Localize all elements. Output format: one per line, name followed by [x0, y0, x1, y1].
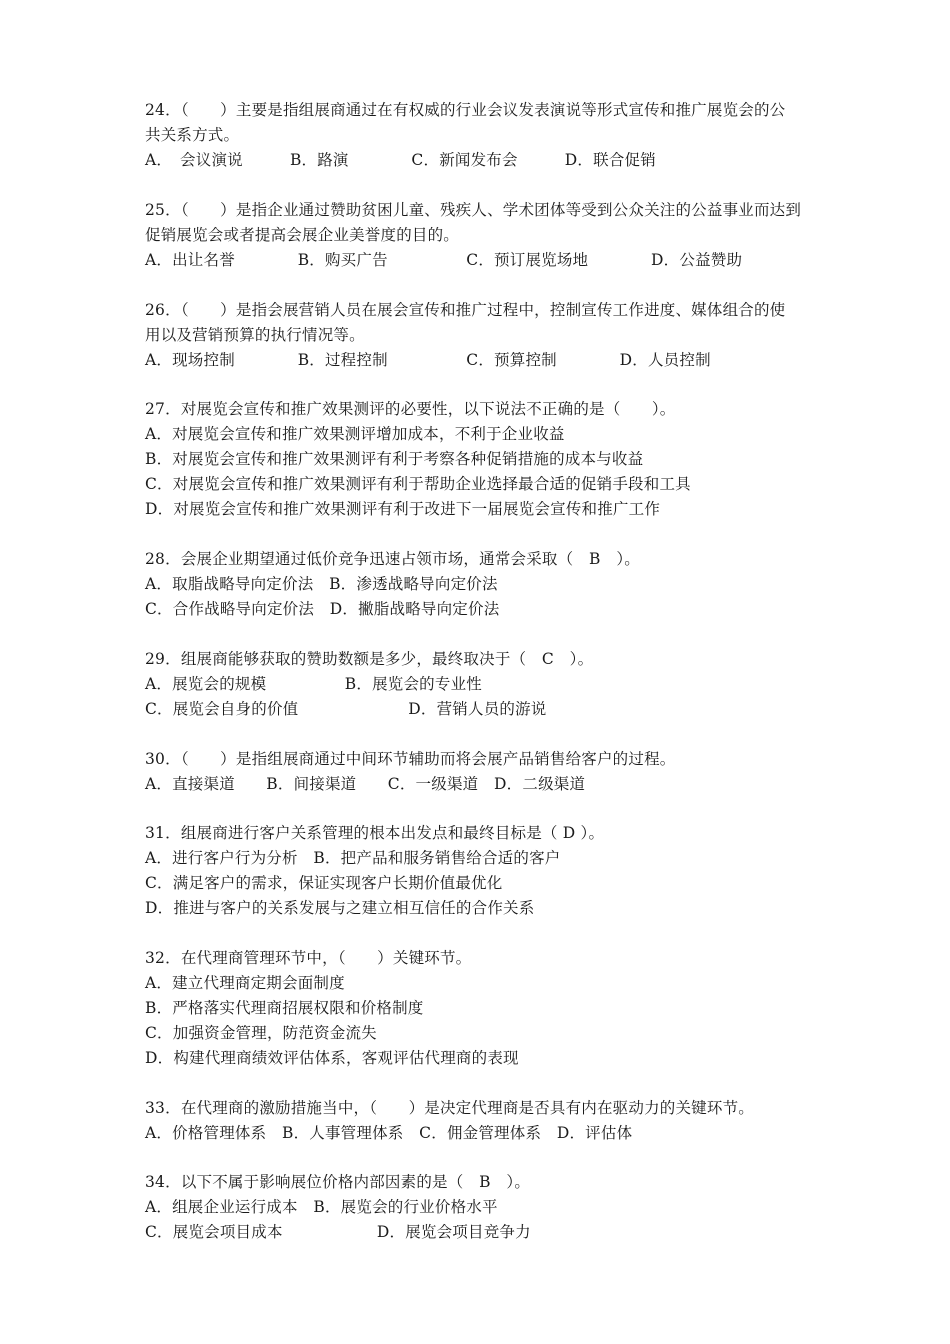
options-line: C．展览会自身的价值 D．营销人员的游说	[145, 700, 547, 718]
options-line: A．价格管理体系 B．人事管理体系 C．佣金管理体系 D．评估体	[145, 1124, 633, 1142]
options-line: C．展览会项目成本 D．展览会项目竞争力	[145, 1223, 531, 1241]
question-text: 33．在代理商的激励措施当中，（ ）是决定代理商是否具有内在驱动力的关键环节。	[145, 1099, 754, 1117]
question-33	[145, 1096, 845, 1146]
question-text: 28．会展企业期望通过低价竞争迅速占领市场，通常会采取（ B ）。	[145, 550, 640, 568]
question-text: 25．（ ）是指企业通过赞助贫困儿童、残疾人、学术团体等受到公众关注的公益事业而达到	[145, 201, 802, 219]
question-text: 32．在代理商管理环节中，（ ）关键环节。	[145, 949, 472, 967]
question-32	[145, 946, 845, 1071]
option-d: D．构建代理商绩效评估体系，客观评估代理商的表现	[145, 1049, 519, 1067]
options-line: A．取脂战略导向定价法 B．渗透战略导向定价法	[145, 575, 498, 593]
question-text: 用以及营销预算的执行情况等。	[145, 326, 365, 344]
question-text: 促销展览会或者提高会展企业美誉度的目的。	[145, 226, 460, 244]
options-line: A．直接渠道 B．间接渠道 C．一级渠道 D．二级渠道	[145, 775, 586, 793]
question-text: 30．（ ）是指组展商通过中间环节辅助而将会展产品销售给客户的过程。	[145, 750, 676, 768]
option-a: A．对展览会宣传和推广效果测评增加成本，不利于企业收益	[145, 425, 565, 443]
option-d: D．对展览会宣传和推广效果测评有利于改进下一届展览会宣传和推广工作	[145, 500, 661, 518]
question-25	[145, 198, 845, 273]
question-text: 共关系方式。	[145, 126, 240, 144]
question-29	[145, 647, 845, 722]
options-line: A． 会议演说 B．路演 C．新闻发布会 D．联合促销	[145, 151, 656, 169]
options-line: A．出让名誉 B．购买广告 C．预订展览场地 D．公益赞助	[145, 251, 743, 269]
option-c: C．满足客户的需求，保证实现客户长期价值最优化	[145, 874, 503, 892]
question-text: 31．组展商进行客户关系管理的根本出发点和最终目标是（ D ）。	[145, 824, 605, 842]
question-text: 26．（ ）是指会展营销人员在展会宣传和推广过程中，控制宣传工作进度、媒体组合的使	[145, 301, 786, 319]
question-text: 29．组展商能够获取的赞助数额是多少，最终取决于（ C ）。	[145, 650, 594, 668]
question-text: 27．对展览会宣传和推广效果测评的必要性，以下说法不正确的是（ ）。	[145, 400, 676, 418]
options-line: A．现场控制 B．过程控制 C．预算控制 D．人员控制	[145, 351, 711, 369]
question-text: 24．（ ）主要是指组展商通过在有权威的行业会议发表演说等形式宣传和推广展览会的公	[145, 101, 786, 119]
options-line: A．进行客户行为分析 B．把产品和服务销售给合适的客户	[145, 849, 561, 867]
option-b: B．严格落实代理商招展权限和价格制度	[145, 999, 424, 1017]
options-line: C．合作战略导向定价法 D．撇脂战略导向定价法	[145, 600, 500, 618]
option-d: D．推进与客户的关系发展与之建立相互信任的合作关系	[145, 899, 535, 917]
question-30	[145, 747, 845, 797]
option-b: B．对展览会宣传和推广效果测评有利于考察各种促销措施的成本与收益	[145, 450, 644, 468]
options-line: A．展览会的规模 B．展览会的专业性	[145, 675, 482, 693]
question-31	[145, 821, 845, 921]
option-c: C．加强资金管理，防范资金流失	[145, 1024, 377, 1042]
question-28	[145, 547, 845, 622]
option-c: C．对展览会宣传和推广效果测评有利于帮助企业选择最合适的促销手段和工具	[145, 475, 691, 493]
question-34	[145, 1170, 845, 1245]
options-line: A．组展企业运行成本 B．展览会的行业价格水平	[145, 1198, 498, 1216]
question-26	[145, 298, 845, 373]
question-24	[145, 98, 845, 173]
option-a: A．建立代理商定期会面制度	[145, 974, 345, 992]
question-27	[145, 397, 845, 522]
question-text: 34．以下不属于影响展位价格内部因素的是（ B ）。	[145, 1173, 531, 1191]
